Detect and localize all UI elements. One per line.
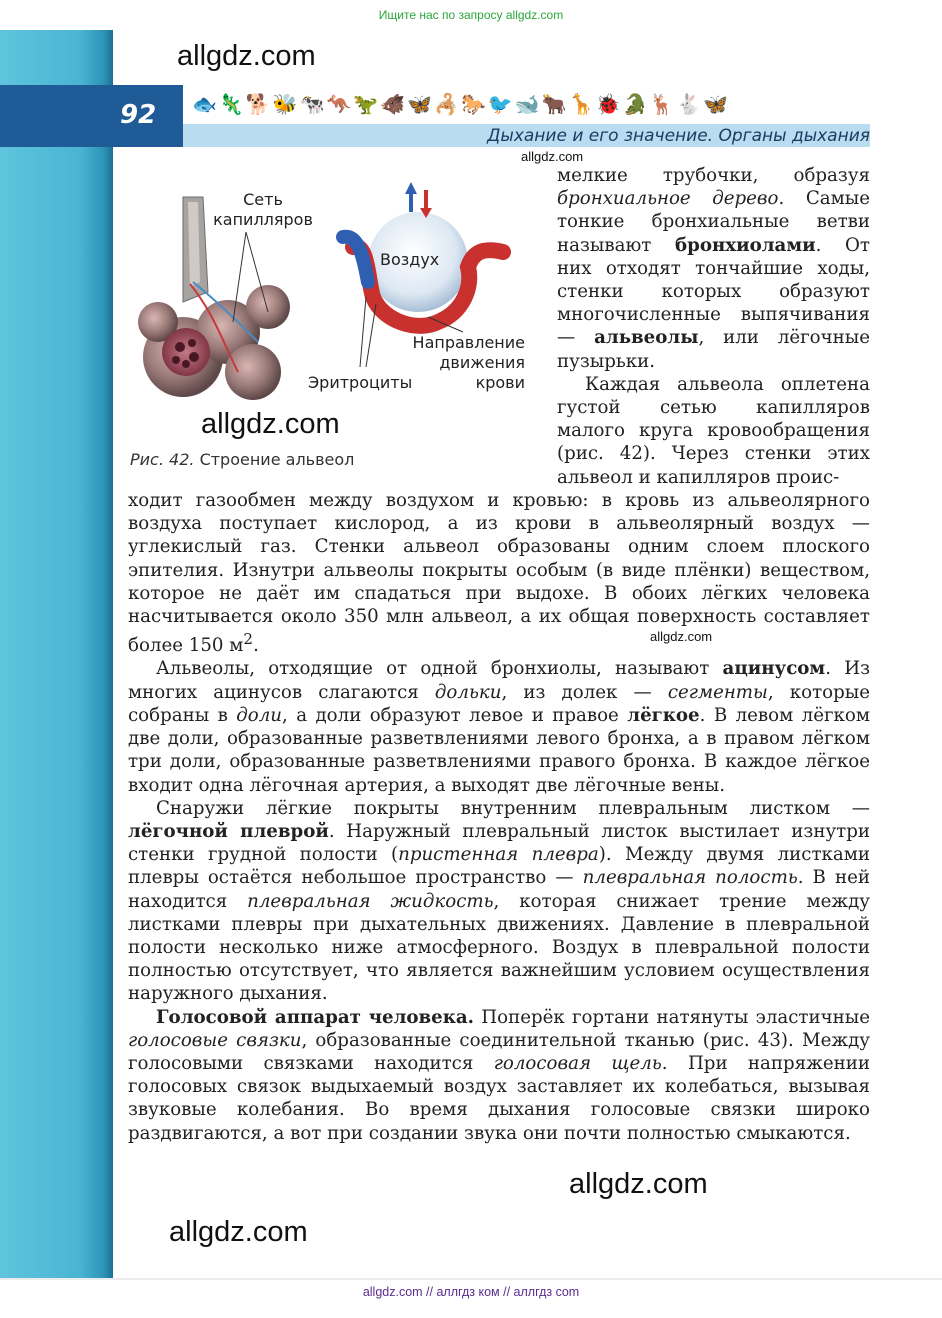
page-number: 92	[120, 100, 157, 130]
animal-silhouettes-strip: 🐟🦎🐕🐝🐄🦘🦖🐗🦋🦂🐎🐦🐋🐂🦒🐞🐊🦌🐇🦋	[192, 92, 731, 116]
figure-caption	[130, 450, 354, 469]
paragraph-1: мелкие трубочки, образуя бронхиальное дерево. Самые тонкие бронхиальные ветви называют бронхиолами. От них отходят тончайшие ходы, стенки которых образуют многочисленные выпячивания — альвеолы, или лёгочные пузырьки.	[557, 165, 870, 372]
caption-text: Строение альвеол	[199, 450, 355, 469]
watermark-under-title: allgdz.com	[521, 149, 584, 164]
paragraph-5: Голосовой аппарат человека. Поперёк гортани натянуты эластичные голосовые связки, образованные соединительной тканью (рис. 43). Между голосовыми связками находится голосовая щель. При напряжении голосовых связок выдыхаемый воздух заставляет их колебаться, вызывая звуковые колебания. Во время дыхания голосовые связки широко раздвигаются, а вот при создании звука они почти полностью смыкаются.	[128, 1006, 870, 1144]
footer-links[interactable]: allgdz.com // аллгдз ком // аллгдз com	[362, 1285, 580, 1299]
alveoli-cluster-icon	[138, 282, 290, 400]
watermark-mid-right: allgdz.com	[650, 629, 713, 644]
watermark-bottom-left: allgdz.com	[169, 1216, 308, 1248]
top-search-banner[interactable]: Ищите нас по запросу allgdz.com	[378, 8, 564, 22]
paragraph-2-start: Каждая альвеола оплетена густой сетью капилляров малого круга кровообращения (рис. 42). Через стенки этих альвеол и капилляров проис-	[557, 373, 870, 488]
label-blood-direction: Направление движения крови	[412, 333, 525, 392]
label-capillary-network: Сеть капилляров	[213, 190, 313, 229]
paragraph-2-continuation: ходит газообмен между воздухом и кровью: в кровь из альвеолярного воздуха поступает кислород, а из крови в альвеолярный воздух — углекислый газ. Стенки альвеол образованы одним слоем плоского эпителия. Изнутри альвеолы покрыты особым (в виде плёнки) веществом, которое не даёт им спадаться при выдохе. В обоих лёгких человека насчитывается около 350 млн альвеол, а их общая поверхность составляет более 150 $м^2$.	[128, 490, 870, 657]
watermark-lower-right: allgdz.com	[569, 1168, 708, 1200]
caption-number: Рис. 42.	[130, 450, 195, 469]
text-column-wide	[128, 489, 870, 1145]
text-column-right	[557, 164, 870, 489]
page-spine-decoration	[0, 30, 113, 1278]
label-erythrocytes: Эритроциты	[308, 373, 413, 392]
label-air: Воздух	[380, 250, 440, 269]
bronchiole-tube-icon	[183, 197, 208, 302]
paragraph-4: Снаружи лёгкие покрыты внутренним плевральным листком — лёгочной плеврой. Наружный плевральный листок выстилает изнутри стенки грудной полости (пристенная плевра). Между двумя листками плевры остаётся небольшое пространство — плевральная полость. В ней находится плевральная жидкость, которая снижает трение между листками плевры при дыхательных движениях. Давление в плевральной полости несколько ниже атмосферного. Воздух в плевральной полости полностью отсутствует, что является важнейшим условием осуществления наружного дыхания.	[128, 797, 870, 1005]
section-title: Дыхание и его значение. Органы дыхания	[487, 126, 870, 146]
paragraph-3: Альвеолы, отходящие от одной бронхиолы, называют ацинусом. Из многих ацинусов слагаются дольки, из долек — сегменты, которые собраны в доли, а доли образуют левое и правое лёгкое. В левом лёгком две доли, образованные разветвлениями левого бронха, а в правом лёгком три доли, образованные разветвлениями правого бронха. В каждое лёгкое входит одна лёгочная артерия, а выходят две лёгочные вены.	[128, 658, 871, 796]
watermark-figure: allgdz.com	[201, 408, 340, 440]
page-bottom-divider	[0, 1278, 942, 1280]
watermark-top: allgdz.com	[177, 40, 316, 72]
